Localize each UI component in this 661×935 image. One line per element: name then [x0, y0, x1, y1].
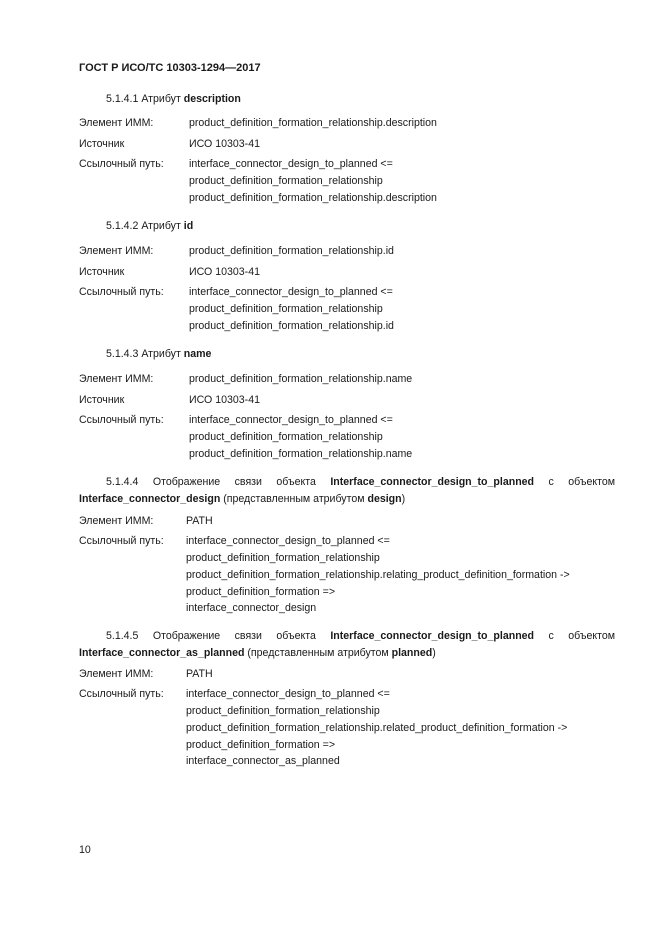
path-line: product_definition_formation_relationship.name [189, 448, 413, 460]
document-header: ГОСТ Р ИСО/ТС 10303-1294—2017 [79, 62, 261, 74]
path-line: product_definition_formation_relationship [189, 175, 383, 187]
section-heading-id: 5.1.4.2 Атрибут id [106, 220, 194, 232]
source-value: ИСО 10303-41 [189, 266, 260, 278]
path-line: interface_connector_design_to_planned <= [189, 158, 393, 170]
path-line: product_definition_formation => [186, 739, 336, 751]
path-line: product_definition_formation_relationship.id [189, 320, 394, 332]
source-value: ИСО 10303-41 [189, 138, 260, 150]
mapping-heading-planned: 5.1.4.5 Отображение связи объекта Interface_connector_design_to_planned с объектом Interface_connector_as_planned (представленным атрибутом planned) [79, 630, 615, 659]
path-line: interface_connector_design_to_planned <= [189, 286, 393, 298]
path-line: interface_connector_design [186, 602, 317, 614]
ref-path-label: Ссылочный путь: [79, 688, 164, 700]
path-line: product_definition_formation_relationship [186, 552, 380, 564]
mapping-heading-design: 5.1.4.4 Отображение связи объекта Interface_connector_design_to_planned с объектом Interface_connector_design (представленным атрибутом design) [79, 476, 615, 505]
element-label: Элемент ИММ: [79, 245, 154, 257]
path-line: product_definition_formation_relationship.relating_product_definition_formation -> [186, 569, 570, 581]
ref-path-label: Ссылочный путь: [79, 535, 164, 547]
element-label: Элемент ИММ: [79, 668, 154, 680]
path-line: interface_connector_design_to_planned <= [189, 414, 393, 426]
path-line: product_definition_formation_relationship.description [189, 192, 437, 204]
source-label: Источник [79, 266, 125, 278]
path-line: product_definition_formation_relationship [186, 705, 380, 717]
element-value: product_definition_formation_relationship.name [189, 373, 413, 385]
path-line: interface_connector_design_to_planned <= [186, 688, 390, 700]
source-label: Источник [79, 394, 125, 406]
page-number: 10 [79, 844, 91, 856]
section-heading-description: 5.1.4.1 Атрибут description [106, 93, 241, 105]
path-line: interface_connector_design_to_planned <= [186, 535, 390, 547]
element-value: PATH [186, 668, 213, 680]
path-line: product_definition_formation_relationship [189, 303, 383, 315]
element-value: product_definition_formation_relationship.id [189, 245, 394, 257]
path-line: product_definition_formation_relationship.related_product_definition_formation -> [186, 722, 568, 734]
section-heading-name: 5.1.4.3 Атрибут name [106, 348, 212, 360]
source-value: ИСО 10303-41 [189, 394, 260, 406]
element-value: product_definition_formation_relationship.description [189, 117, 437, 129]
ref-path-label: Ссылочный путь: [79, 414, 164, 426]
element-label: Элемент ИММ: [79, 373, 154, 385]
source-label: Источник [79, 138, 125, 150]
path-line: interface_connector_as_planned [186, 755, 340, 767]
path-line: product_definition_formation_relationship [189, 431, 383, 443]
path-line: product_definition_formation => [186, 586, 336, 598]
element-label: Элемент ИММ: [79, 515, 154, 527]
element-label: Элемент ИММ: [79, 117, 154, 129]
ref-path-label: Ссылочный путь: [79, 158, 164, 170]
ref-path-label: Ссылочный путь: [79, 286, 164, 298]
element-value: PATH [186, 515, 213, 527]
